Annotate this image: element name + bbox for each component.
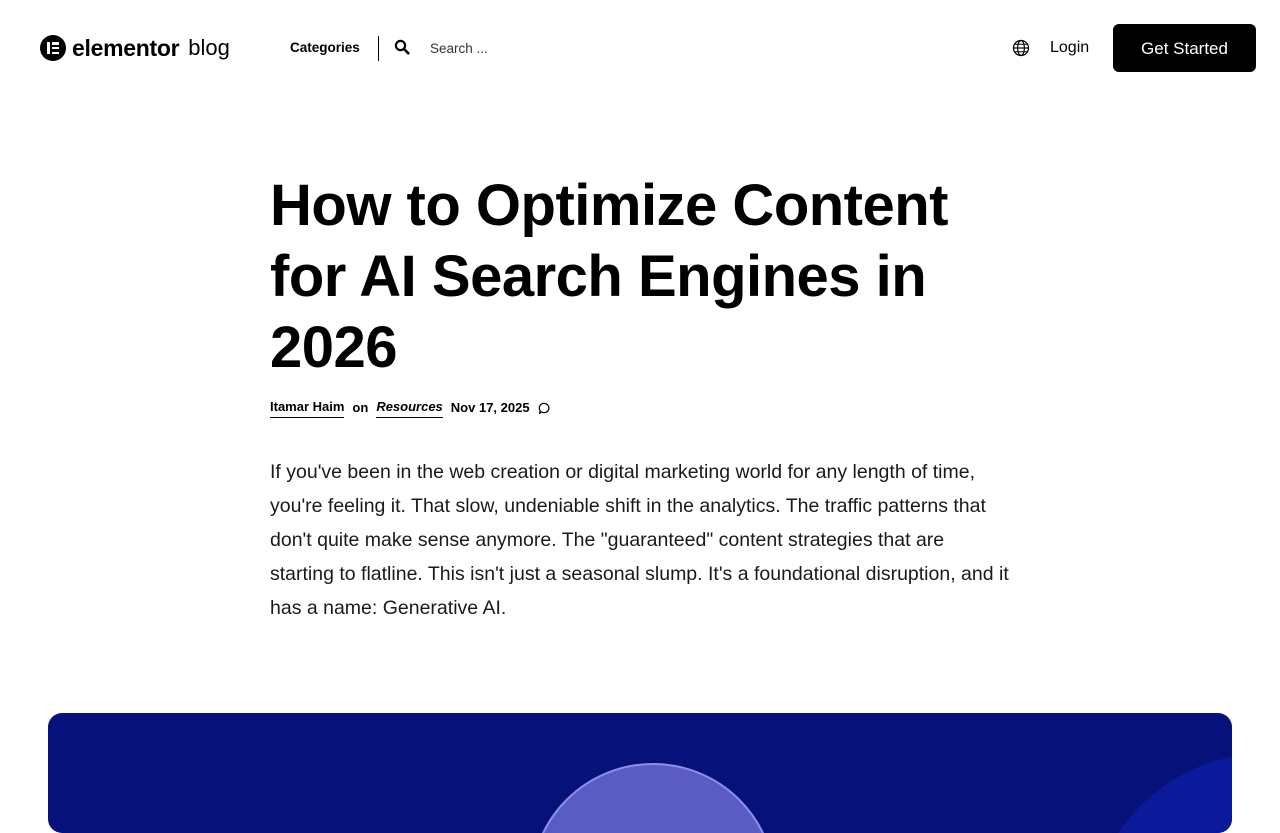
hero-decorative-arc: [1088, 753, 1232, 833]
article-intro: If you've been in the web creation or digital marketing world for any length of time, you're feeling it. That slow, undeniable shift in the analytics. The traffic patterns that don't quite make sense anymore. The "guaranteed" content strategies that are starting to flatline. This isn't just a seasonal slump. It's a foundational disruption, and it has a name: Generative AI.: [270, 461, 1009, 619]
meta-on-label: on: [352, 400, 369, 415]
search-icon[interactable]: [394, 39, 410, 55]
categories-menu[interactable]: Categories: [290, 40, 360, 55]
hero-image: [48, 713, 1232, 833]
globe-icon[interactable]: [1012, 39, 1030, 57]
author-link[interactable]: Itamar Haim: [270, 398, 344, 418]
logo-suffix: blog: [188, 35, 230, 60]
publish-date: Nov 17, 2025: [450, 400, 530, 415]
article-meta: [270, 398, 551, 418]
comment-icon[interactable]: [538, 402, 551, 415]
header-divider: [378, 36, 379, 61]
search-input[interactable]: [420, 36, 640, 60]
login-link[interactable]: Login: [1050, 39, 1090, 56]
site-header: [0, 0, 1280, 96]
get-started-button[interactable]: Get Started: [1113, 24, 1256, 72]
hero-decorative-circle: [530, 763, 776, 833]
logo-wordmark: elementor: [72, 35, 180, 61]
site-logo[interactable]: [40, 34, 230, 62]
category-link[interactable]: Resources: [376, 398, 442, 418]
article-title: How to Optimize Content for AI Search Engines in 2026: [270, 173, 948, 380]
elementor-logo-icon: [40, 35, 66, 61]
